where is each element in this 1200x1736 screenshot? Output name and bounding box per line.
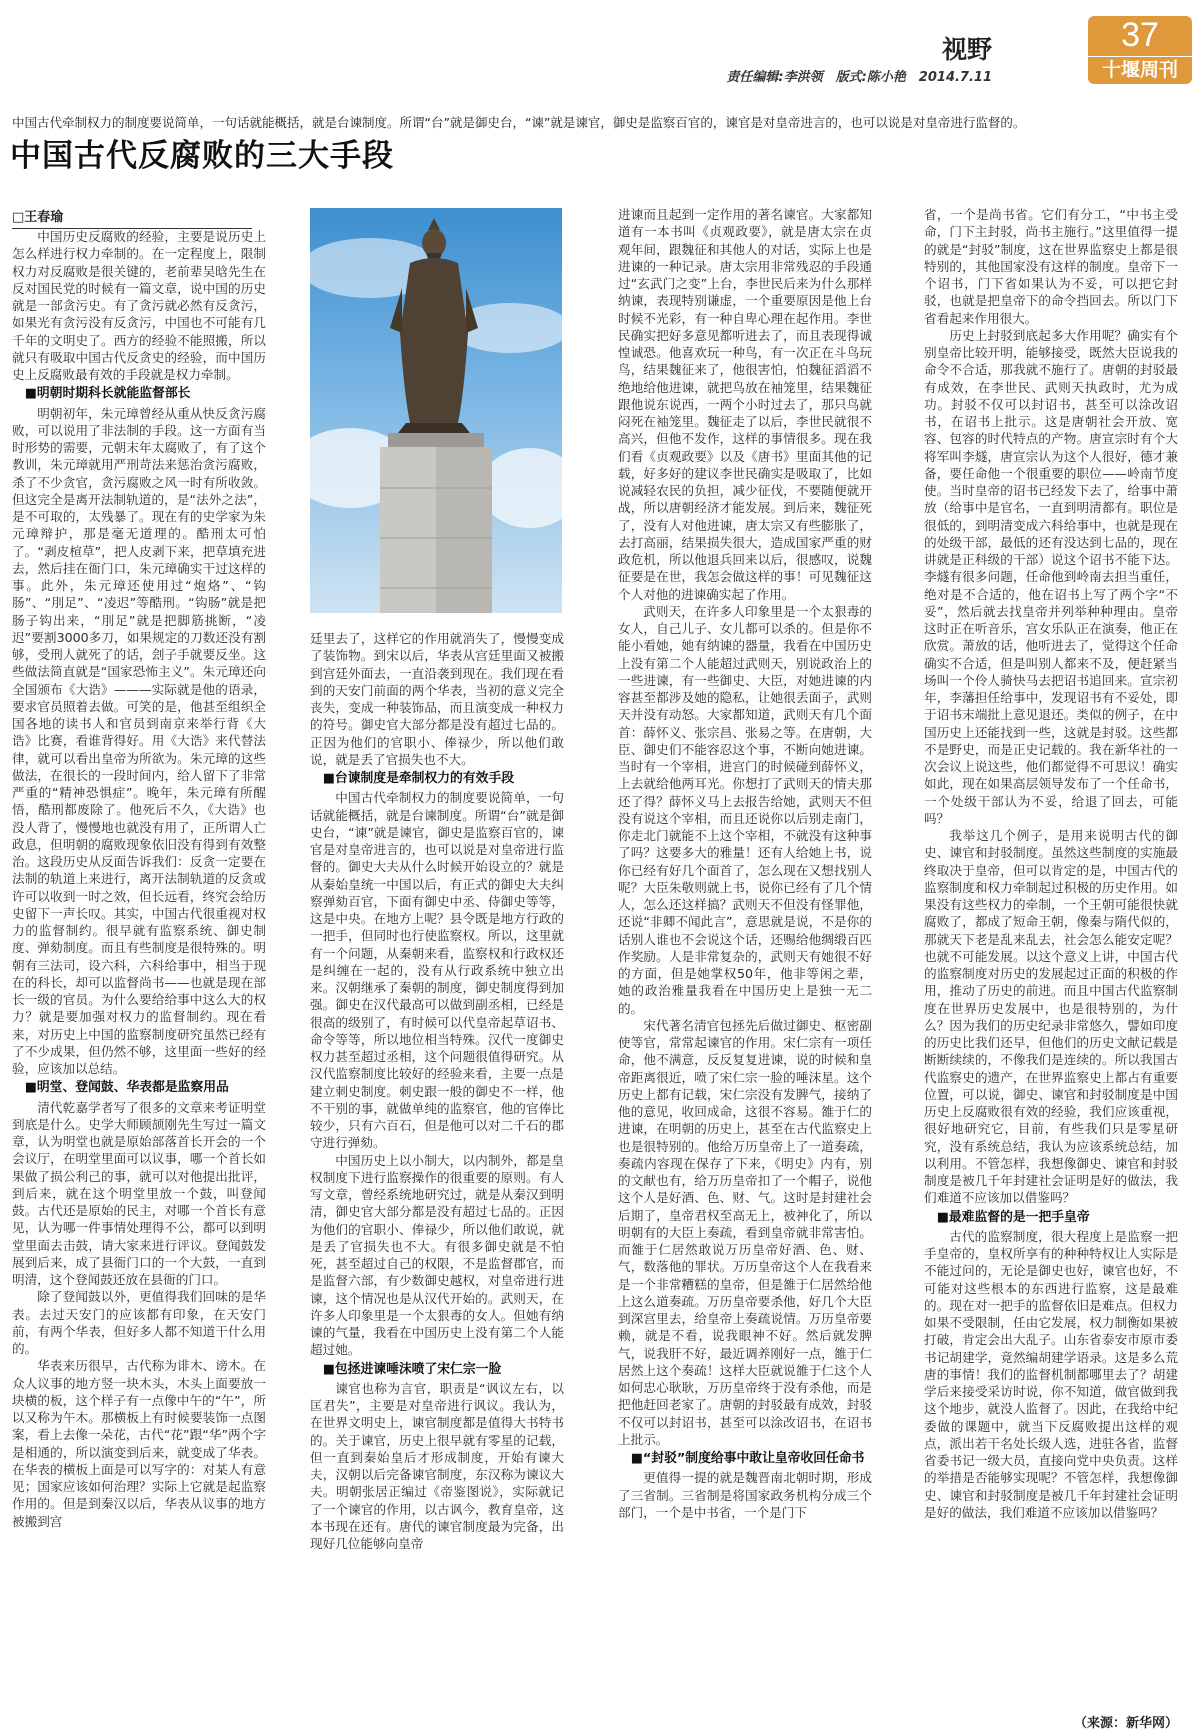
paragraph: 中国历史上以小制大，以内制外，都是皇权制度下进行监察操作的很重要的原则。有人写文章，曾经系统地研究过，就是从秦汉到明清，御史官大部分都是没有超过七品的。正因为他们的官职小、俸禄少，所以他们敢说，就是丢了官损失也不大。有很多御史就是不怕死，甚至超过自己的权限，不是监督郡官，而是监督六部，有少数御史越权，对皇帝进行进谏，这个情况也是从汉代开始的。武则天，在许多人印象里是一个太狠毒的女人。但她有纳谏的气量，我看在中国历史上没有第二个人能超过她。 [310,1152,564,1358]
page-number: 37 [1088,16,1192,57]
paragraph: 古代的监察制度，很大程度上是监察一把手皇帝的，皇权所享有的种种特权让人实际是不能过问的，无论是御史也好，谏官也好，不可能对这些根本的东西进行监察，这是最难的。现在对一把手的监督依旧是难点。但权力如果不受限制，任由它发展，权力制衡如果被打破，肯定会出大乱子。山东省泰安市原市委书记胡建学，竟然编胡建学语录。这是多么荒唐的事情！我们的监督机制都哪里去了？胡建学后来接受采访时说，你不知道，做官做到我这个地步，就没人监督了。因此，在我给中纪委做的课题中，就当下反腐败提出这样的观点，派出若干名处长级人选，进驻各省，监督省委书记一级大员，直接向党中央负责。这样的举措是否能够实现呢？不管怎样，我想像御史、谏官和封驳制度是被几千年封建社会证明是好的做法，我们难道不应该加以借鉴吗？ [924,1228,1178,1520]
paragraph: 我举这几个例子，是用来说明古代的御史、谏官和封驳制度。虽然这些制度的实施最终取决于皇帝，但可以肯定的是，中国古代的监察制度和权力牵制起过积极的历史作用。如果没有这些权力的牵制，一个王朝可能很快就腐败了，都成了短命王朝，像秦与隋代似的，那就天下老是乱来乱去，社会怎么能安定呢？也就不可能发展。以这个意义上讲，中国古代的监察制度对历史的发展起过正面的积极的作用，推动了历史的前进。而且中国古代监察制度在世界历史发展中，也是很特别的，为什么？因为我们的历史纪录非常悠久，譬如印度的历史比我们还早，但他们的历史文献记载是断断续续的，不像我们是连续的。所以我国古代监察史的遗产，在世界监察史上都占有重要位置，可以说，御史、谏官和封驳制度是中国历史上反腐败很有效的经验，我们应该重视，很好地研究它，目前，有些我们只是零星研究，没有系统总结，我认为应该系统总结，加以利用。不管怎样，我想像御史、谏官和封驳制度是被几千年封建社会证明是好的做法，我们难道不应该加以借鉴吗？ [924,828,1178,1206]
article-column-3 [618,206,872,1730]
article-lead: 中国古代牵制权力的制度要说简单，一句话就能概括，就是台谏制度。所谓“台”就是御史台，“谏”就是谏官，御史是监察百官的，谏官是对皇帝进言的，也可以说是对皇帝进行监督的。 [12,115,1026,130]
paragraph: 谏官也称为言官，职责是“讽议左右，以匡君失”，主要是对皇帝进行讽议。我认为，在世界文明史上，谏官制度都是值得大书特书的。关于谏官，历史上很早就有零星的记载，但一直到秦始皇后才形成制度，开始有谏大夫，汉朝以后完备谏官制度，东汉称为谏议大夫。明朝张居正编过《帝鉴图说》，实际就记了一个谏官的作用，以古讽今，教育皇帝，这本书现在还有。唐代的谏官制度最为完备，出现好几位能够向皇帝 [310,1380,564,1551]
paragraph: 清代乾嘉学者写了很多的文章来考证明堂到底是什么。史学大师顾颉刚先生写过一篇文章，认为明堂也就是原始部落首长开会的一个会议厅，在明堂里面可以议事，哪一个首长如果做了损公利己的事，就可以对他提出批评，到后来，就在这个明堂里放一个鼓，叫登闻鼓。古代还是原始的民主，对哪一个首长有意见，认为哪一件事情处理得不公，都可以到明堂里面去击鼓，请大家来进行评议。登闻鼓发展到后来，成了县衙门口的一个大鼓，一直到明清，这个登闻鼓还放在县衙的门口。 [12,1099,266,1287]
paragraph: 中国古代牵制权力的制度要说简单，一句话就能概括，就是台谏制度。所谓“台”就是御史台，“谏”就是谏官，御史是监察百官的，谏官是对皇帝进言的，也可以说是对皇帝进行监督的。御史大夫从什么时候开始设立的？就是从秦始皇统一中国以后，有正式的御史大夫纠察弹劾百官，下面有御史中丞、侍御史等等，这是中央。在地方上呢？县令既是地方行政的一把手，但同时也行使监察权。所以，这里就有一个问题，从秦朝来看，监察权和行政权还是纠缠在一起的，没有从行政系统中独立出来。汉朝继承了秦朝的制度，御史制度得到加强。御史在汉代最高可以做到副丞相，已经是很高的级别了，有时候可以代皇帝起草诏书、命令等等，所以地位相当特殊。汉代一度御史权力甚至超过丞相，这个问题很值得研究。从汉代监察制度比较好的经验来看，主要一点是建立刺史制度。刺史跟一般的御史不一样，他不干别的事，就做单纯的监察官，他的官俸比较少，只有六百石，但是他可以对二千石的郡守进行弹劾。 [310,790,564,1151]
section-heading: ■包拯进谏唾沫喷了宋仁宗一脸 [322,1361,502,1377]
editor-credits: 责任编辑:李洪领 版式:陈小艳 2014.7.11 [726,70,992,85]
article-column-4 [924,206,1178,1706]
section-name: 视野 [941,35,992,64]
section-heading: ■最难监督的是一把手皇帝 [936,1209,1090,1225]
paragraph: 廷里去了，这样它的作用就消失了，慢慢变成了装饰物。到宋以后，华表从宫廷里面又被搬到宫廷外面去，一直沿袭到现在。我们现在看到的天安门前面的两个华表，当初的意义完全丧失，变成一种装饰品，而且演变成一种权力的符号。御史官大部分都是没有超过七品的。正因为他们的官职小、俸禄少，所以他们敢说，就是丢了官损失也不大。 [310,631,564,767]
article-title: 中国古代反腐败的三大手段 [10,138,394,174]
paragraph: 武则天，在许多人印象里是一个太狠毒的女人，自己儿子、女儿都可以杀的。但是你不能小看她，她有纳谏的器量，我看在中国历史上没有第二个人能超过武则天，别说政治上的一些进谏，有一些御史、大臣，对她进谏的内容甚至都涉及她的隐私，让她很丢面子，武则天并没有动怒。大家都知道，武则天有几个面首：薛怀义、张宗昌、张易之等。在唐朝，大臣、御史们不能容忍这个事，不断向她进谏。当时有一个宰相，进宫门的时候碰到薛怀义，上去就给他两耳光。你想打了武则天的情夫那还了得？薛怀义马上去报告给她，武则天不但没有说这个宰相，而且还说你以后别走南门，你走北门就能不上这个宰相，不就没有这种事了吗？这要多大的雅量！还有人给她上书，说你已经有好几个面首了，怎么现在又想找别人呢？大臣朱敬则就上书，说你已经有了几个情人，怎么还这样搞？武则天不但没有怪罪他，还说“非卿不闻此言”，意思就是说，不是你的话别人谁也不会说这个话，还赐给他绸缎百匹作奖励。人是非常复杂的，武则天有她很不好的方面，但是她掌权50年，他非等闲之辈，她的政治雅量我看在中国历史上是独一无二的。 [618,603,872,1016]
section-heading: ■明朝时期科长就能监督部长 [24,386,191,402]
section-heading: ■明堂、登闻鼓、华表都是监察用品 [24,1080,229,1096]
paragraph: 进谏而且起到一定作用的著名谏官。大家都知道有一本书叫《贞观政要》，就是唐太宗在贞观年间，跟魏征和其他人的对话，实际上也是进谏的一种记录。唐太宗用非常残忍的手段通过“玄武门之变”上台，李世民后来为什么那样纳谏，表现特别谦虚，一个重要原因是他上台时候不光彩，有一种自卑心理在起作用。李世民确实把好多意见都听进去了，而且表现得诚惶诚恐。他喜欢玩一种鸟，有一次正在斗鸟玩鸟，结果魏征来了，他很害怕，怕魏征滔滔不绝地给他进谏，就把鸟放在袖笼里，结果魏征跟他说东说西，一两个小时过去了，那只鸟就闷死在袖笼里。魏征走了以后，李世民就很不高兴，但他不发作，这样的事情很多。现在我们看《贞观政要》以及《唐书》里面其他的记载，好多好的建议李世民确实是吸取了，比如说减轻农民的负担，减少征伐，不要随便就开战，所以唐朝经济才能发展。到后来，魏征死了，没有人对他进谏，唐太宗又有些膨胀了，去打高丽，结果损失很大，造成国家严重的财政危机，所以他退兵回来以后，很感叹，说魏征要是在世，我怎会做这样的事！可见魏征这个人对他的进谏确实起了作用。 [618,207,872,602]
paragraph: 明朝初年，朱元璋曾经从重从快反贪污腐败，可以说用了非法制的手段。这一方面有当时形势的需要，元朝末年太腐败了，有了这个教训，朱元璋就用严刑苛法来惩治贪污腐败，杀了不少贪官，贪污腐败之风一时有所收敛。但这完全是离开法制轨道的，是“法外之法”，是不可取的，太残暴了。现在有的史学家为朱元璋辩护，那是毫无道理的。酷刑太可怕了。“剥皮楦草”，把人皮剥下来，把草填充进去，然后挂在衙门口，朱元璋确实干过这样的事。此外，朱元璋还使用过“炮烙”、“钩肠”、“刖足”、“凌迟”等酷刑。“钩肠”就是把肠子钩出来，“刖足”就是把脚筋挑断，“凌迟”要割3000多刀，如果规定的刀数还没有割够，受刑人就死了的话，刽子手就要反坐。这些做法简直就是“国家恐怖主义”。朱元璋还向全国颁布《大诰》———实际就是他的语录，要求官员照着去做。可笑的是，他甚至组织全国各地的读书人和官员到南京来举行背《大诰》比赛，看谁背得好。用《大诰》来代替法律，就可以看出皇帝为所欲为。朱元璋的这些做法，在很长的一段时间内，给人留下了非常严重的“精神恐惧症”。晚年，朱元璋有所醒悟，酷刑都废除了。他死后不久，《大诰》也没人背了，慢慢地也就没有用了，正所谓人亡政息，但明朝的腐败现象依旧没有得到有效整治。这段历史从反面告诉我们：反贪一定要在法制的轨道上来进行，离开法制轨道的反贪或许可以收到一时之效，但长远看，终究会给历史留下一声长叹。其实，中国古代很重视对权力的监督制约。很早就有监察系统、御史制度、弹劾制度。而且有些制度是很特殊的。明朝有三法司，设六科，六科给事中，相当于现在的科长，却可以监督尚书——也就是现在部长一级的官员。为什么要给给事中这么大的权力？就是要加强对权力的监督制约。现在看来，对历史上中国的监察制度研究虽然已经有了不少成果，但仍然不够，这里面一些好的经验，应该加以总结。 [12,405,266,1076]
article-column-2 [310,630,564,1730]
section-heading: ■台谏制度是牵制权力的有效手段 [322,771,515,786]
page-badge [1088,16,1192,84]
statue-photo [310,208,562,613]
publication-name: 十堰周刊 [1101,59,1178,81]
paragraph: 历史上封驳到底起多大作用呢？确实有个别皇帝比较开明，能够接受，既然大臣说我的命令不合适，那我就不施行了。唐朝的封驳最有成效，在李世民、武则天执政时，尤为成功。封驳不仅可以封诏书，甚至可以涂改诏书，在诏书上批示。这是唐朝社会开放、宽容、包容的时代特点的产物。唐宣宗时有个大将军叫李燧，唐宣宗认为这个人很好，德才兼备，要任命他一个很重要的职位——岭南节度使。当时皇帝的诏书已经发下去了，给事中萧放（给事中是官名，一直到明清都有。职位是很低的，到明清变成六科给事中，也就是现在的处级干部，最低的还有没达到七品的，现在讲就是正科级的干部）说这个诏书不能下达。李燧有很多问题，任命他到岭南去担当重任，绝对是不合适的，他在诏书上写了两个字“不妥”，然后就去找皇帝并列举种种理由。皇帝这时正在听音乐，宫女乐队正在演奏，他正在欣赏。萧放的话，他听进去了，觉得这个任命确实不合适，但是叫别人都来不及，便赶紧当场叫一个伶人骑快马去把诏书追回来。宣宗初年，李藩担任给事中，发现诏书有不妥处，即于诏书末端批上意见退还。类似的例子，在中国历史上还能找到一些，这就是封驳。这些都不是野史，而是正史记载的。我在新华社的一次会议上说这些，他们都觉得不可思议！确实如此，现在如果高层领导发布了一个任命书，一个处级干部认为不妥，给退了回去，可能吗？ [924,327,1178,826]
paragraph: 宋代著名清官包拯先后做过御史、枢密副使等官，常常起谏官的作用。宋仁宗有一项任命，他不满意，反反复复进谏，说的时候和皇帝距离很近，喷了宋仁宗一脸的唾沫星。这个历史上都有记载，宋仁宗没有发脾气，接纳了他的意见，收回成命，这很不容易。雒于仁的进谏，在明朝的历史上，甚至在古代监察史上也是很特别的。他给万历皇帝上了一道奏疏，奏疏内容现在保存了下来，《明史》内有，别的文献也有，给万历皇帝扣了一个帽子，说他这个人是好酒、色、财、气。这时是封建社会后期了，皇帝君权至高无上，被神化了，所以明朝有的大臣上奏疏，看到皇帝就非常害怕。而雒于仁居然敢说万历皇帝好酒、色、财、气，数落他的罪状。万历皇帝这个人在我看来是一个非常糟糕的皇帝，但是雒于仁居然给他上这么道奏疏。万历皇帝要杀他，好几个大臣到深宫里去，给皇帝上奏疏说情。万历皇帝要赖，就是不看，说我眼神不好。然后就发脾气，说我肝不好，最近调养刚好一点，雒于仁居然上这个奏疏！这样大臣就说雒于仁这个人如何忠心耿耿，万历皇帝终于没有杀他，而是把他赶回老家了。唐朝的封驳最有成效，封驳不仅可以封诏书，甚至可以涂改诏书，在诏书上批示。 [618,1017,872,1447]
section-heading: ■“封驳”制度给事中敢让皇帝收回任命书 [630,1451,865,1466]
statue-image [310,208,562,613]
paragraph: 中国历史反腐败的经验，主要是说历史上怎么样进行权力牵制的。在一定程度上，限制权力对反腐败是很关键的，老前辈吴晗先生在反对国民党的时候有一篇文章，说中国的历史就是一部贪污史。有了贪污就必然有反贪污，如果光有贪污没有反贪污，中国也不可能有几千年的文明史了。西方的经验不能照搬，所以就只有吸取中国古代反贪史的经验，而中国历史上反腐败最有效的手段就是权力牵制。 [12,229,266,382]
paragraph: 除了登闻鼓以外，更值得我们回味的是华表。去过天安门的应该都有印象，在天安门前，有两个华表，但好多人都不知道干什么用的。 [12,1289,266,1356]
paragraph: 华表来历很早，古代称为诽木、谤木。在众人议事的地方竖一块木头，木头上面要放一块横的板，这个样子有一点像中午的“午”，所以又称为午木。那横板上有时候要装饰一点图案，看上去像一朵花，古代“花”跟“华”两个字是相通的，所以演变到后来，就变成了华表。在华表的横板上面是可以写字的：对某人有意见；国家应该如何治理？实际上它就是起监察作用的。但是到秦汉以后，华表从议事的地方被搬到宫 [12,1358,266,1529]
paragraph: 更值得一提的就是魏晋南北朝时期，形成了三省制。三省制是将国家政务机构分成三个部门，一个是中书省，一个是门下 [618,1470,872,1520]
article-source: （来源：新华网） [1073,1716,1178,1731]
paragraph: 省，一个是尚书省。它们有分工，“中书主受命，门下主封驳，尚书主施行。”这里值得一提的就是“封驳”制度，这在世界监察史上都是很特别的，其他国家没有这样的制度。皇帝下一个诏书，门下省如果认为不妥，可以把它封驳，也就是把皇帝下的命令挡回去。所以门下省看起来作用很大。 [924,207,1178,326]
article-author: □王春瑜 [12,206,252,229]
article-column-1 [12,228,266,1728]
